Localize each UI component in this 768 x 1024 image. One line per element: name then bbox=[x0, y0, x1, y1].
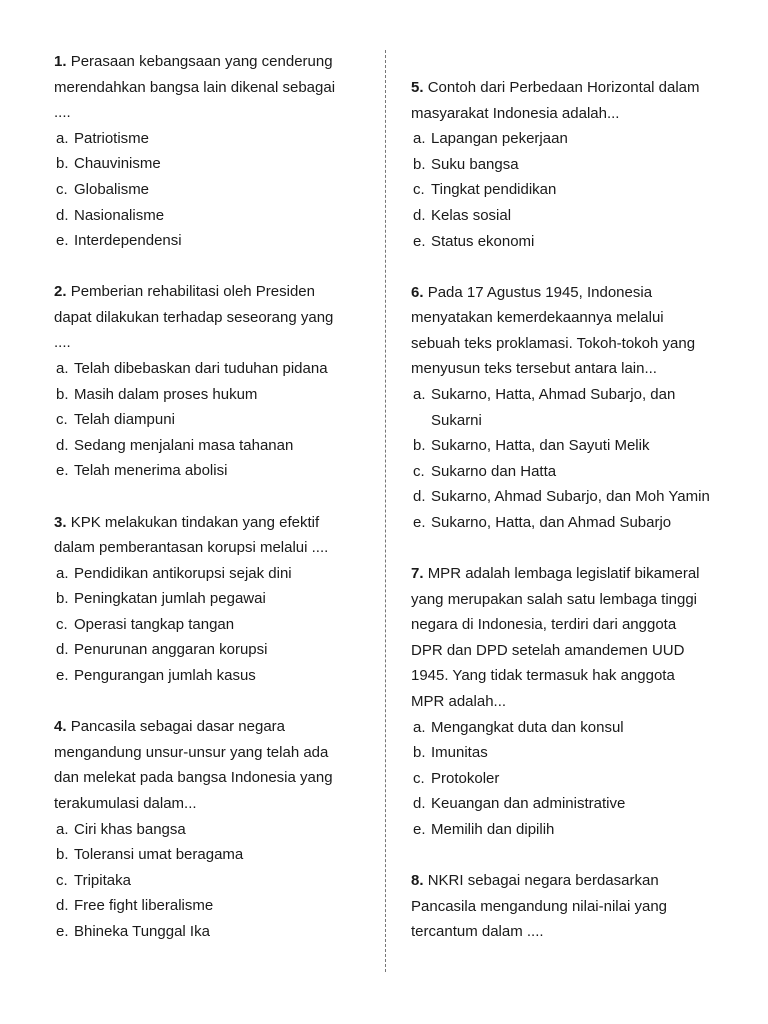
question-text: masyarakat Indonesia adalah... bbox=[411, 104, 620, 122]
option-c[interactable]: c. Globalisme bbox=[56, 180, 150, 198]
option-c[interactable]: c. Sukarno dan Hatta bbox=[413, 462, 557, 480]
option-b[interactable]: b. Masih dalam proses hukum bbox=[56, 385, 258, 403]
question-text: 6. Pada 17 Agustus 1945, Indonesia bbox=[411, 283, 653, 301]
option-a[interactable]: a. Sukarno, Hatta, Ahmad Subarjo, dan Sukarni bbox=[413, 386, 676, 429]
option-e[interactable]: e. Telah menerima abolisi bbox=[56, 462, 228, 480]
question-number: 6. bbox=[411, 283, 424, 301]
option-a[interactable]: a. Lapangan pekerjaan bbox=[413, 130, 568, 148]
option-a[interactable]: a. Patriotisme bbox=[56, 129, 150, 147]
option-e[interactable]: e. Interdependensi bbox=[56, 232, 182, 250]
question-text: dapat dilakukan terhadap seseorang yang bbox=[54, 308, 334, 326]
question-number: 7. bbox=[411, 565, 424, 583]
question-number: 4. bbox=[54, 718, 67, 736]
question-text: MPR adalah... bbox=[411, 693, 507, 711]
right-column bbox=[411, 75, 729, 970]
option-b[interactable]: b. Peningkatan jumlah pegawai bbox=[56, 590, 266, 608]
question-text: 4. Pancasila sebagai dasar negara bbox=[54, 718, 286, 736]
option-b[interactable]: b. Sukarno, Hatta, dan Sayuti Melik bbox=[413, 437, 650, 455]
question-number: 5. bbox=[411, 79, 424, 96]
question-2 bbox=[54, 279, 372, 484]
option-e[interactable]: e. Memilih dan dipilih bbox=[413, 821, 555, 839]
question-4 bbox=[54, 714, 372, 944]
option-e[interactable]: e. Sukarno, Hatta, dan Ahmad Subarjo bbox=[413, 514, 672, 531]
option-c[interactable]: c. Telah diampuni bbox=[56, 411, 175, 429]
option-d[interactable]: d. Sedang menjalani masa tahanan bbox=[56, 436, 294, 454]
option-c[interactable]: c. Tripitaka bbox=[56, 871, 131, 889]
question-text: yang merupakan salah satu lembaga tinggi bbox=[411, 590, 698, 608]
question-text: menyatakan kemerdekaannya melalui bbox=[411, 309, 664, 327]
question-text: sebuah teks proklamasi. Tokoh-tokoh yang bbox=[411, 334, 696, 352]
question-text: Pancasila mengandung nilai-nilai yang bbox=[411, 897, 668, 915]
question-text: .... bbox=[54, 334, 71, 352]
option-d[interactable]: d. Kelas sosial bbox=[413, 206, 512, 224]
question-text: 1. Perasaan kebangsaan yang cenderung bbox=[54, 53, 333, 70]
question-text: DPR dan DPD setelah amandemen UUD bbox=[411, 641, 685, 659]
option-b[interactable]: b. Chauvinisme bbox=[56, 155, 161, 173]
option-a[interactable]: a. Ciri khas bangsa bbox=[56, 820, 186, 838]
option-a[interactable]: a. Telah dibebaskan dari tuduhan pidana bbox=[56, 360, 328, 378]
question-number: 1. bbox=[54, 53, 67, 70]
question-text: merendahkan bangsa lain dikenal sebagai bbox=[54, 78, 336, 96]
option-b[interactable]: b. Imunitas bbox=[413, 744, 488, 762]
question-1 bbox=[54, 49, 372, 254]
option-d[interactable]: d. Keuangan dan administrative bbox=[413, 795, 626, 813]
question-text: terakumulasi dalam... bbox=[54, 794, 197, 812]
column-divider bbox=[385, 50, 386, 972]
option-c[interactable]: c. Protokoler bbox=[413, 769, 500, 787]
question-7 bbox=[411, 561, 729, 843]
question-text: 1945. Yang tidak termasuk hak anggota bbox=[411, 667, 675, 685]
question-text: 3. KPK melakukan tindakan yang efektif bbox=[54, 513, 320, 531]
option-d[interactable]: d. Penurunan anggaran korupsi bbox=[56, 641, 268, 659]
question-text: dalam pemberantasan korupsi melalui .... bbox=[54, 539, 329, 557]
question-number: 3. bbox=[54, 513, 67, 531]
question-number: 8. bbox=[411, 872, 424, 890]
question-text: tercantum dalam .... bbox=[411, 923, 544, 941]
question-text: 8. NKRI sebagai negara berdasarkan bbox=[411, 872, 659, 890]
question-6 bbox=[411, 280, 729, 536]
question-text: dan melekat pada bangsa Indonesia yang bbox=[54, 769, 333, 787]
option-a[interactable]: a. Mengangkat duta dan konsul bbox=[413, 718, 624, 736]
option-a[interactable]: a. Pendidikan antikorupsi sejak dini bbox=[56, 564, 292, 582]
question-text: negara di Indonesia, terdiri dari anggota bbox=[411, 616, 677, 634]
question-text: menyusun teks tersebut antara lain... bbox=[411, 360, 657, 378]
question-text: 2. Pemberian rehabilitasi oleh Presiden bbox=[54, 283, 315, 301]
question-3 bbox=[54, 510, 372, 689]
question-text: mengandung unsur-unsur yang telah ada bbox=[54, 743, 329, 761]
option-c[interactable]: c. Tingkat pendidikan bbox=[413, 181, 557, 199]
question-number: 2. bbox=[54, 283, 67, 301]
left-column bbox=[54, 49, 372, 970]
option-d[interactable]: d. Sukarno, Ahmad Subarjo, dan Moh Yamin bbox=[413, 488, 710, 506]
question-8 bbox=[411, 868, 729, 945]
question-text: .... bbox=[54, 104, 71, 122]
option-d[interactable]: d. Free fight liberalisme bbox=[56, 897, 214, 915]
option-d[interactable]: d. Nasionalisme bbox=[56, 206, 165, 224]
option-e[interactable]: e. Status ekonomi bbox=[413, 232, 535, 250]
option-b[interactable]: b. Toleransi umat beragama bbox=[56, 846, 244, 864]
option-e[interactable]: e. Pengurangan jumlah kasus bbox=[56, 667, 256, 685]
option-e[interactable]: e. Bhineka Tunggal Ika bbox=[56, 922, 210, 940]
option-b[interactable]: b. Suku bangsa bbox=[413, 155, 519, 173]
question-text: 5. Contoh dari Perbedaan Horizontal dalam bbox=[411, 79, 700, 96]
question-text: 7. MPR adalah lembaga legislatif bikameral bbox=[411, 565, 700, 583]
option-c[interactable]: c. Operasi tangkap tangan bbox=[56, 615, 235, 633]
question-5 bbox=[411, 75, 729, 254]
